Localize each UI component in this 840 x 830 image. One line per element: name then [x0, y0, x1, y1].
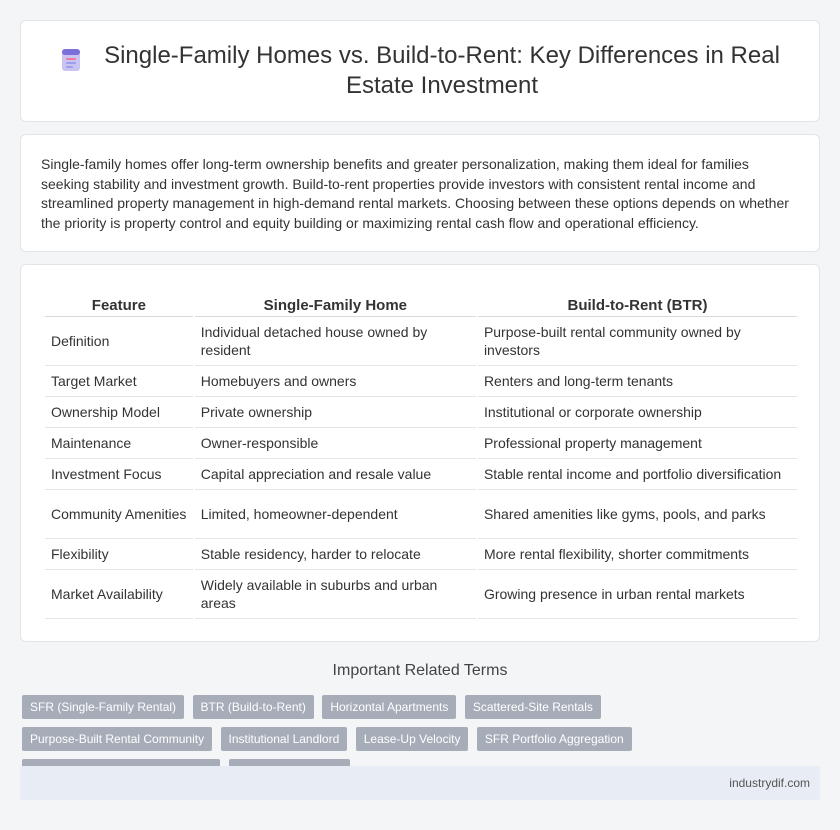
table-row: [45, 366, 797, 397]
header-feature: Feature: [45, 287, 193, 317]
row-feature: Community Amenities: [45, 490, 193, 539]
related-term-tag[interactable]: Institutional Landlord: [221, 727, 348, 751]
row-build-to-rent: Renters and long-term tenants: [478, 366, 797, 397]
row-build-to-rent: Professional property management: [478, 428, 797, 459]
header-build-to-rent: Build-to-Rent (BTR): [478, 287, 797, 317]
related-term-tag[interactable]: SFR (Single-Family Rental): [22, 695, 184, 719]
row-feature: Target Market: [45, 366, 193, 397]
intro-card: [20, 134, 820, 252]
footer-source[interactable]: industrydif.com: [729, 776, 810, 790]
related-term-tag[interactable]: SFR Portfolio Aggregation: [477, 727, 632, 751]
comparison-card: [20, 264, 820, 642]
row-build-to-rent: Institutional or corporate ownership: [478, 397, 797, 428]
row-single-family: Owner-responsible: [195, 428, 476, 459]
row-feature: Investment Focus: [45, 459, 193, 490]
row-build-to-rent: Shared amenities like gyms, pools, and parks: [478, 490, 797, 539]
row-feature: Maintenance: [45, 428, 193, 459]
row-single-family: Capital appreciation and resale value: [195, 459, 476, 490]
related-term-tag[interactable]: Purpose-Built Rental Community: [22, 727, 212, 751]
table-row: [45, 490, 797, 539]
table-header-row: [45, 287, 797, 317]
related-term-tag[interactable]: Scattered-Site Rentals: [465, 695, 601, 719]
table-row: [45, 539, 797, 570]
related-term-tag[interactable]: BTR (Build-to-Rent): [193, 695, 314, 719]
table-row: [45, 428, 797, 459]
row-feature: Flexibility: [45, 539, 193, 570]
table-row: [45, 459, 797, 490]
table-row: [45, 397, 797, 428]
row-single-family: Homebuyers and owners: [195, 366, 476, 397]
row-single-family: Individual detached house owned by resident: [195, 317, 476, 366]
row-build-to-rent: Stable rental income and portfolio diversification: [478, 459, 797, 490]
row-single-family: Widely available in suburbs and urban areas: [195, 570, 476, 619]
footer: [20, 766, 820, 800]
row-single-family: Stable residency, harder to relocate: [195, 539, 476, 570]
header-single-family: Single-Family Home: [195, 287, 476, 317]
related-term-tag[interactable]: Lease-Up Velocity: [356, 727, 469, 751]
row-single-family: Limited, homeowner-dependent: [195, 490, 476, 539]
row-build-to-rent: Growing presence in urban rental markets: [478, 570, 797, 619]
table-row: [45, 317, 797, 366]
table-row: [45, 570, 797, 619]
related-term-tag[interactable]: Horizontal Apartments: [322, 695, 456, 719]
row-feature: Ownership Model: [45, 397, 193, 428]
row-build-to-rent: Purpose-built rental community owned by investors: [478, 317, 797, 366]
row-build-to-rent: More rental flexibility, shorter commitments: [478, 539, 797, 570]
document-icon: [58, 47, 84, 73]
row-single-family: Private ownership: [195, 397, 476, 428]
comparison-table: [43, 287, 799, 619]
row-feature: Market Availability: [45, 570, 193, 619]
related-terms-title: Important Related Terms: [332, 662, 508, 679]
row-feature: Definition: [45, 317, 193, 366]
header-card: [20, 20, 820, 122]
intro-text: Single-family homes offer long-term ownership benefits and greater personalization, making them ideal for families seeking stability and investment growth. Build-to-rent properties provide investors with consistent rental income and streamlined property management in high-demand rental markets. Choosing between these options depends on whether the priority is property control and equity building or maximizing rental cash flow and operational efficiency.: [41, 156, 789, 231]
page-title: Single-Family Homes vs. Build-to-Rent: Key Differences in Real Estate Investment: [104, 42, 780, 99]
